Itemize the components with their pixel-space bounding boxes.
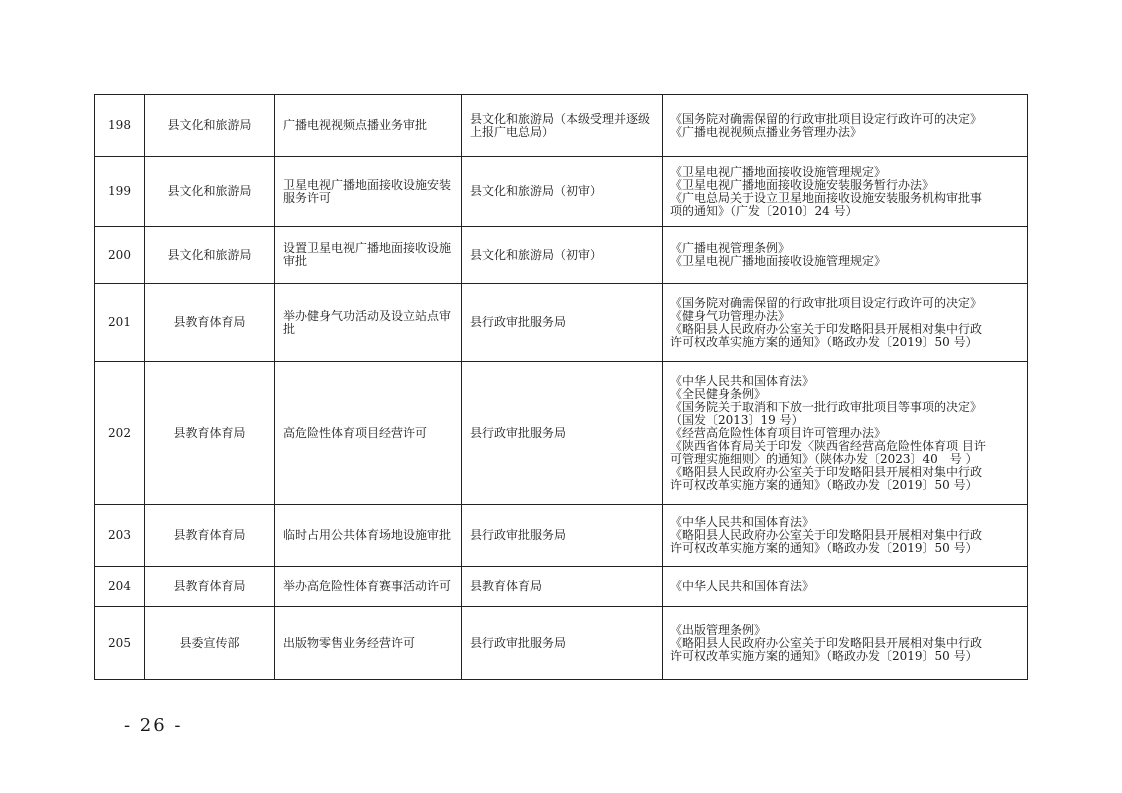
executing-body-cell: 县行政审批服务局 (462, 505, 663, 567)
executing-body-cell: 县文化和旅游局（初审） (462, 227, 663, 284)
executing-body-cell: 县教育体育局 (462, 567, 663, 607)
legal-basis-cell (663, 362, 1028, 505)
department-cell: 县教育体育局 (145, 284, 275, 362)
legal-basis-line: 《健身气功管理办法》 (670, 308, 791, 323)
table-row (95, 95, 1028, 157)
table-row (95, 505, 1028, 567)
legal-basis-line: 《略阳县人民政府办公室关于印发略阳县开展相对集中行政 (670, 464, 983, 479)
legal-basis-line: 可管理实施细则〉的通知》（陕体办发〔2023〕40 号 ） (670, 451, 978, 466)
table-row (95, 607, 1028, 680)
legal-basis-line: 《全民健身条例》 (670, 386, 767, 401)
table-row (95, 567, 1028, 607)
executing-body-cell: 县文化和旅游局（本级受理并逐级上报广电总局） (462, 95, 663, 157)
legal-basis-cell (663, 95, 1028, 157)
legal-basis-line: 《国务院关于取消和下放一批行政审批项目等事项的决定》 (670, 399, 983, 414)
legal-basis-line: 项的通知》（广发〔2010〕24 号） (670, 203, 858, 218)
legal-basis-line: 许可权改革实施方案的通知》（略政办发〔2019〕50 号） (670, 477, 978, 492)
legal-basis-line: 《广播电视视频点播业务管理办法》 (670, 124, 863, 139)
legal-basis-line: 《国务院对确需保留的行政审批项目设定行政许可的决定》 (670, 295, 983, 310)
legal-basis-line: 《略阳县人民政府办公室关于印发略阳县开展相对集中行政 (670, 528, 983, 542)
legal-basis-line: （国发〔2013〕19 号） (670, 412, 804, 427)
item-name-cell: 设置卫星电视广播地面接收设施审批 (275, 227, 462, 284)
legal-basis-line: 《广播电视管理条例》 (670, 241, 791, 255)
legal-basis-line: 许可权改革实施方案的通知》（略政办发〔2019〕50 号） (670, 334, 978, 349)
item-name-cell: 出版物零售业务经营许可 (275, 607, 462, 680)
table-row (95, 157, 1028, 227)
approval-items-table (94, 94, 1028, 680)
item-name-cell: 举办健身气功活动及设立站点审批 (275, 284, 462, 362)
table-body (95, 95, 1028, 680)
legal-basis-cell (663, 284, 1028, 362)
legal-basis-line: 许可权改革实施方案的通知》（略政办发〔2019〕50 号） (670, 541, 978, 555)
legal-basis-line: 《略阳县人民政府办公室关于印发略阳县开展相对集中行政 (670, 635, 983, 650)
row-number: 201 (95, 284, 145, 362)
legal-basis-line: 《中华人民共和国体育法》 (670, 579, 815, 593)
legal-basis-line: 《陕西省体育局关于印发〈陕西省经营高危险性体育项 目许 (670, 438, 986, 453)
legal-basis-cell (663, 607, 1028, 680)
row-number: 202 (95, 362, 145, 505)
legal-basis-line: 《广电总局关于设立卫星地面接收设施安装服务机构审批事 (670, 190, 983, 205)
department-cell: 县教育体育局 (145, 362, 275, 505)
executing-body-cell: 县文化和旅游局（初审） (462, 157, 663, 227)
department-cell: 县文化和旅游局 (145, 95, 275, 157)
legal-basis-line: 《国务院对确需保留的行政审批项目设定行政许可的决定》 (670, 111, 983, 126)
row-number: 198 (95, 95, 145, 157)
table-row (95, 284, 1028, 362)
legal-basis-line: 《卫星电视广播地面接收设施管理规定》 (670, 164, 887, 179)
legal-basis-line: 《经营高危险性体育项目许可管理办法》 (670, 425, 887, 440)
department-cell: 县文化和旅游局 (145, 157, 275, 227)
row-number: 204 (95, 567, 145, 607)
legal-basis-line: 《中华人民共和国体育法》 (670, 515, 815, 529)
item-name-cell: 卫星电视广播地面接收设施安装服务许可 (275, 157, 462, 227)
executing-body-cell: 县行政审批服务局 (462, 607, 663, 680)
item-name-cell: 临时占用公共体育场地设施审批 (275, 505, 462, 567)
row-number: 200 (95, 227, 145, 284)
legal-basis-line: 《卫星电视广播地面接收设施管理规定》 (670, 254, 887, 268)
legal-basis-line: 《出版管理条例》 (670, 622, 767, 637)
item-name-cell: 举办高危险性体育赛事活动许可 (275, 567, 462, 607)
item-name-cell: 高危险性体育项目经营许可 (275, 362, 462, 505)
executing-body-cell: 县行政审批服务局 (462, 362, 663, 505)
legal-basis-line: 《略阳县人民政府办公室关于印发略阳县开展相对集中行政 (670, 321, 983, 336)
page-number: - 26 - (124, 715, 183, 736)
legal-basis-line: 许可权改革实施方案的通知》（略政办发〔2019〕50 号） (670, 648, 978, 663)
row-number: 203 (95, 505, 145, 567)
department-cell: 县委宣传部 (145, 607, 275, 680)
legal-basis-cell (663, 505, 1028, 567)
legal-basis-cell (663, 157, 1028, 227)
department-cell: 县教育体育局 (145, 505, 275, 567)
row-number: 205 (95, 607, 145, 680)
legal-basis-cell (663, 227, 1028, 284)
department-cell: 县教育体育局 (145, 567, 275, 607)
table-row (95, 227, 1028, 284)
legal-basis-cell (663, 567, 1028, 607)
executing-body-cell: 县行政审批服务局 (462, 284, 663, 362)
department-cell: 县文化和旅游局 (145, 227, 275, 284)
table-row (95, 362, 1028, 505)
legal-basis-line: 《中华人民共和国体育法》 (670, 373, 815, 388)
legal-basis-line: 《卫星电视广播地面接收设施安装服务暂行办法》 (670, 177, 935, 192)
row-number: 199 (95, 157, 145, 227)
item-name-cell: 广播电视视频点播业务审批 (275, 95, 462, 157)
